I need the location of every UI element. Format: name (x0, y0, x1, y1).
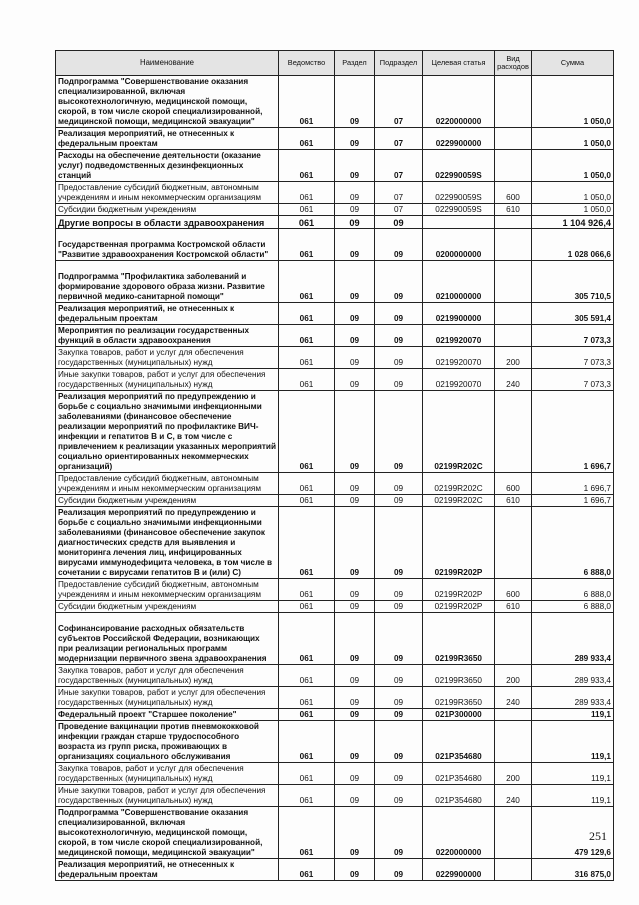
cell-subsection: 09 (375, 859, 423, 881)
cell-amount: 1 050,0 (532, 76, 614, 128)
cell-subsection: 09 (375, 261, 423, 303)
table-row (56, 261, 614, 303)
cell-name: Иные закупки товаров, работ и услуг для обеспечения государственных (муниципальных) нужд (56, 785, 279, 807)
cell-amount: 479 129,6 (532, 807, 614, 859)
cell-amount: 1 050,0 (532, 128, 614, 150)
cell-amount: 119,1 (532, 785, 614, 807)
cell-expense-type (495, 325, 532, 347)
cell-target-item: 022990059S (423, 182, 495, 204)
cell-section: 09 (335, 261, 375, 303)
cell-name: Субсидии бюджетным учреждениям (56, 495, 279, 507)
cell-name: Закупка товаров, работ и услуг для обеспечения государственных (муниципальных) нужд (56, 763, 279, 785)
cell-section: 09 (335, 216, 375, 229)
cell-section: 09 (335, 763, 375, 785)
cell-expense-type (495, 807, 532, 859)
table-row (56, 687, 614, 709)
table-row (56, 507, 614, 579)
cell-amount: 305 710,5 (532, 261, 614, 303)
cell-expense-type: 200 (495, 347, 532, 369)
table-row (56, 763, 614, 785)
cell-amount: 1 696,7 (532, 391, 614, 473)
cell-name: Реализация мероприятий, не отнесенных к федеральным проектам (56, 128, 279, 150)
cell-expense-type (495, 76, 532, 128)
cell-section: 09 (335, 303, 375, 325)
cell-expense-type (495, 859, 532, 881)
cell-department: 061 (279, 507, 335, 579)
cell-amount: 1 696,7 (532, 495, 614, 507)
cell-department: 061 (279, 182, 335, 204)
cell-amount: 119,1 (532, 709, 614, 721)
cell-department: 061 (279, 807, 335, 859)
cell-department: 061 (279, 859, 335, 881)
cell-target-item: 022990059S (423, 150, 495, 182)
cell-subsection: 07 (375, 182, 423, 204)
cell-section: 09 (335, 229, 375, 261)
cell-subsection: 07 (375, 150, 423, 182)
cell-expense-type: 240 (495, 369, 532, 391)
cell-target-item: 021P354680 (423, 721, 495, 763)
cell-target-item: 0220000000 (423, 807, 495, 859)
table-row (56, 303, 614, 325)
cell-target-item: 0219920070 (423, 325, 495, 347)
cell-section: 09 (335, 601, 375, 613)
header-target-item: Целевая статья (423, 51, 495, 76)
cell-subsection: 07 (375, 204, 423, 216)
cell-subsection: 09 (375, 785, 423, 807)
cell-department: 061 (279, 204, 335, 216)
cell-amount: 7 073,3 (532, 325, 614, 347)
header-section: Раздел (335, 51, 375, 76)
cell-amount: 289 933,4 (532, 613, 614, 665)
cell-subsection: 09 (375, 665, 423, 687)
header-amount: Сумма (532, 51, 614, 76)
cell-name: Реализация мероприятий, не отнесенных к федеральным проектам (56, 303, 279, 325)
cell-expense-type: 600 (495, 579, 532, 601)
cell-section: 09 (335, 204, 375, 216)
cell-amount: 119,1 (532, 763, 614, 785)
cell-name: Иные закупки товаров, работ и услуг для обеспечения государственных (муниципальных) нужд (56, 687, 279, 709)
table-row (56, 229, 614, 261)
cell-amount: 305 591,4 (532, 303, 614, 325)
cell-subsection: 09 (375, 347, 423, 369)
cell-name: Предоставление субсидий бюджетным, автономным учреждениям и иным некоммерческим организациям (56, 579, 279, 601)
cell-amount: 6 888,0 (532, 579, 614, 601)
cell-subsection: 09 (375, 807, 423, 859)
cell-section: 09 (335, 709, 375, 721)
cell-subsection: 09 (375, 613, 423, 665)
cell-amount: 1 696,7 (532, 473, 614, 495)
cell-department: 061 (279, 709, 335, 721)
cell-section: 09 (335, 182, 375, 204)
table-row (56, 325, 614, 347)
cell-target-item: 0219900000 (423, 303, 495, 325)
table-row (56, 721, 614, 763)
budget-table (55, 50, 614, 881)
cell-department: 061 (279, 150, 335, 182)
header-department: Ведомство (279, 51, 335, 76)
cell-name: Субсидии бюджетным учреждениям (56, 204, 279, 216)
cell-target-item: 021P354680 (423, 785, 495, 807)
cell-expense-type: 600 (495, 182, 532, 204)
cell-expense-type: 610 (495, 495, 532, 507)
cell-section: 09 (335, 325, 375, 347)
cell-department: 061 (279, 391, 335, 473)
cell-name: Предоставление субсидий бюджетным, автономным учреждениям и иным некоммерческим организациям (56, 182, 279, 204)
cell-expense-type: 610 (495, 601, 532, 613)
cell-department: 061 (279, 261, 335, 303)
cell-expense-type (495, 507, 532, 579)
cell-department: 061 (279, 325, 335, 347)
cell-section: 09 (335, 473, 375, 495)
cell-name: Иные закупки товаров, работ и услуг для обеспечения государственных (муниципальных) нужд (56, 369, 279, 391)
cell-name: Закупка товаров, работ и услуг для обеспечения государственных (муниципальных) нужд (56, 347, 279, 369)
cell-expense-type: 600 (495, 473, 532, 495)
cell-amount: 7 073,3 (532, 347, 614, 369)
cell-section: 09 (335, 859, 375, 881)
cell-name: Расходы на обеспечение деятельности (оказание услуг) подведомственных дезинфекционных станций (56, 150, 279, 182)
table-row (56, 859, 614, 881)
cell-department: 061 (279, 473, 335, 495)
cell-section: 09 (335, 150, 375, 182)
cell-department: 061 (279, 216, 335, 229)
cell-department: 061 (279, 785, 335, 807)
cell-name: Мероприятия по реализации государственных функций в области здравоохранения (56, 325, 279, 347)
cell-name: Государственная программа Костромской области "Развитие здравоохранения Костромской области" (56, 229, 279, 261)
cell-target-item: 0210000000 (423, 261, 495, 303)
cell-name: Подпрограмма "Профилактика заболеваний и формирование здорового образа жизни. Развитие первичной медико-санитарной помощи" (56, 261, 279, 303)
cell-section: 09 (335, 721, 375, 763)
cell-expense-type (495, 261, 532, 303)
cell-expense-type (495, 721, 532, 763)
cell-amount: 119,1 (532, 721, 614, 763)
cell-name: Софинансирование расходных обязательств субъектов Российской Федерации, возникающих при реализации региональных программ модернизации первичного звена здравоохранения (56, 613, 279, 665)
table-row (56, 182, 614, 204)
cell-subsection: 09 (375, 601, 423, 613)
cell-target-item: 022990059S (423, 204, 495, 216)
table-row (56, 665, 614, 687)
cell-department: 061 (279, 665, 335, 687)
cell-department: 061 (279, 347, 335, 369)
table-header-row (56, 51, 614, 76)
cell-expense-type (495, 391, 532, 473)
table-row (56, 495, 614, 507)
cell-target-item: 021P300000 (423, 709, 495, 721)
cell-target-item: 02199R3650 (423, 687, 495, 709)
cell-expense-type (495, 128, 532, 150)
cell-amount: 1 028 066,6 (532, 229, 614, 261)
table-row (56, 128, 614, 150)
cell-amount: 7 073,3 (532, 369, 614, 391)
cell-subsection: 09 (375, 495, 423, 507)
cell-target-item: 0219920070 (423, 347, 495, 369)
cell-name: Федеральный проект "Старшее поколение" (56, 709, 279, 721)
cell-department: 061 (279, 721, 335, 763)
header-name: Наименование (56, 51, 279, 76)
cell-expense-type (495, 613, 532, 665)
table-body (56, 76, 614, 881)
cell-subsection: 09 (375, 763, 423, 785)
cell-amount: 1 050,0 (532, 204, 614, 216)
cell-department: 061 (279, 303, 335, 325)
cell-section: 09 (335, 613, 375, 665)
cell-subsection: 09 (375, 709, 423, 721)
cell-target-item: 0200000000 (423, 229, 495, 261)
cell-name: Подпрограмма "Совершенствование оказания специализированной, включая высокотехнологичную, медицинской помощи, скорой, в том числе скорой специализированной, медицинской помощи, медицинской эвакуации" (56, 807, 279, 859)
cell-expense-type (495, 303, 532, 325)
cell-expense-type: 240 (495, 687, 532, 709)
cell-amount: 1 104 926,4 (532, 216, 614, 229)
cell-subsection: 09 (375, 687, 423, 709)
cell-target-item: 02199R202C (423, 391, 495, 473)
cell-section: 09 (335, 579, 375, 601)
cell-target-item: 0220000000 (423, 76, 495, 128)
cell-name: Реализация мероприятий по предупреждению и борьбе с социально значимыми инфекционными заболеваниями (финансовое обеспечение закупок диагностических средств для выявления и мониторинга лечения лиц, инфицированных вирусами иммунодефицита человека, в том числе в сочетании с вирусами гепатитов В и (или) С) (56, 507, 279, 579)
cell-amount: 1 050,0 (532, 150, 614, 182)
cell-department: 061 (279, 613, 335, 665)
cell-subsection: 07 (375, 128, 423, 150)
table-row (56, 204, 614, 216)
cell-subsection: 09 (375, 721, 423, 763)
cell-subsection: 09 (375, 325, 423, 347)
cell-target-item: 02199R202P (423, 601, 495, 613)
cell-expense-type (495, 150, 532, 182)
cell-department: 061 (279, 229, 335, 261)
cell-target-item: 02199R202P (423, 579, 495, 601)
table-row (56, 613, 614, 665)
cell-target-item: 02199R3650 (423, 613, 495, 665)
cell-amount: 316 875,0 (532, 859, 614, 881)
cell-name: Подпрограмма "Совершенствование оказания специализированной, включая высокотехнологичную, медицинской помощи, скорой, в том числе скорой специализированной, медицинской помощи, медицинской эвакуации" (56, 76, 279, 128)
cell-name: Предоставление субсидий бюджетным, автономным учреждениям и иным некоммерческим организациям (56, 473, 279, 495)
cell-expense-type: 200 (495, 665, 532, 687)
cell-name: Другие вопросы в области здравоохранения (56, 216, 279, 229)
table-row (56, 807, 614, 859)
cell-name: Проведение вакцинации против пневмококковой инфекции граждан старше трудоспособного возраста из групп риска, проживающих в организациях социального обслуживания (56, 721, 279, 763)
cell-department: 061 (279, 128, 335, 150)
cell-section: 09 (335, 347, 375, 369)
cell-section: 09 (335, 687, 375, 709)
cell-section: 09 (335, 665, 375, 687)
cell-subsection: 09 (375, 579, 423, 601)
cell-amount: 1 050,0 (532, 182, 614, 204)
cell-expense-type (495, 709, 532, 721)
cell-amount: 6 888,0 (532, 507, 614, 579)
cell-department: 061 (279, 763, 335, 785)
cell-expense-type: 200 (495, 763, 532, 785)
cell-department: 061 (279, 687, 335, 709)
cell-expense-type: 610 (495, 204, 532, 216)
cell-target-item: 0229900000 (423, 859, 495, 881)
cell-expense-type: 240 (495, 785, 532, 807)
cell-department: 061 (279, 601, 335, 613)
cell-name: Субсидии бюджетным учреждениям (56, 601, 279, 613)
cell-department: 061 (279, 76, 335, 128)
page-number: 251 (589, 829, 607, 843)
cell-target-item: 021P354680 (423, 763, 495, 785)
table-row (56, 785, 614, 807)
cell-section: 09 (335, 507, 375, 579)
cell-target-item: 02199R202C (423, 495, 495, 507)
cell-subsection: 09 (375, 303, 423, 325)
cell-section: 09 (335, 76, 375, 128)
table-row (56, 579, 614, 601)
cell-department: 061 (279, 369, 335, 391)
cell-amount: 289 933,4 (532, 687, 614, 709)
cell-expense-type (495, 216, 532, 229)
cell-department: 061 (279, 579, 335, 601)
cell-name: Реализация мероприятий по предупреждению и борьбе с социально значимыми инфекционными заболеваниями (финансовое обеспечение реализации мероприятий по профилактике ВИЧ-инфекции и гепатитов В и С, в том числе с привлечением к реализации указанных мероприятий социально ориентированных некоммерческих организаций) (56, 391, 279, 473)
cell-subsection: 09 (375, 507, 423, 579)
cell-subsection: 09 (375, 473, 423, 495)
table-row (56, 391, 614, 473)
table-row (56, 150, 614, 182)
table-row (56, 369, 614, 391)
table-row (56, 473, 614, 495)
header-subsection: Подраздел (375, 51, 423, 76)
table-row (56, 601, 614, 613)
header-expense-type: Вид расходов (495, 51, 532, 76)
cell-amount: 6 888,0 (532, 601, 614, 613)
cell-expense-type (495, 229, 532, 261)
cell-section: 09 (335, 128, 375, 150)
cell-target-item (423, 216, 495, 229)
cell-amount: 289 933,4 (532, 665, 614, 687)
cell-section: 09 (335, 369, 375, 391)
cell-subsection: 07 (375, 76, 423, 128)
cell-target-item: 0219920070 (423, 369, 495, 391)
cell-subsection: 09 (375, 369, 423, 391)
cell-name: Реализация мероприятий, не отнесенных к федеральным проектам (56, 859, 279, 881)
cell-target-item: 02199R3650 (423, 665, 495, 687)
cell-target-item: 02199R202C (423, 473, 495, 495)
cell-section: 09 (335, 495, 375, 507)
cell-department: 061 (279, 495, 335, 507)
cell-section: 09 (335, 807, 375, 859)
cell-section: 09 (335, 785, 375, 807)
cell-section: 09 (335, 391, 375, 473)
cell-target-item: 02199R202P (423, 507, 495, 579)
cell-subsection: 09 (375, 391, 423, 473)
table-row (56, 76, 614, 128)
cell-subsection: 09 (375, 229, 423, 261)
table-row (56, 216, 614, 229)
table-row (56, 347, 614, 369)
cell-subsection: 09 (375, 216, 423, 229)
cell-name: Закупка товаров, работ и услуг для обеспечения государственных (муниципальных) нужд (56, 665, 279, 687)
cell-target-item: 0229900000 (423, 128, 495, 150)
table-row (56, 709, 614, 721)
